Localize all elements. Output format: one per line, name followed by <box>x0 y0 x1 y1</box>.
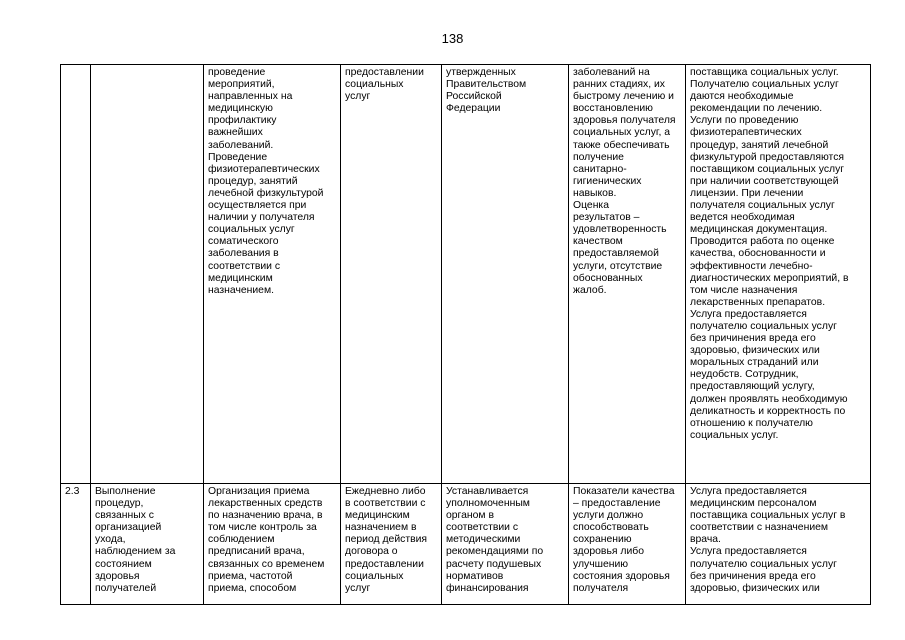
service-conditions-cell: Услуга предоставляется медицинским персоналом поставщика социальных услуг в соответствии с назначением врача. Услуга предоставляется получателю социальных услуг без причинения вреда его здоровью, физических или <box>686 484 871 605</box>
row-number-cell <box>61 65 91 484</box>
service-name-cell: Выполнение процедур, связанных с организацией ухода, наблюдением за состоянием здоровья получателей <box>91 484 204 605</box>
row-number-cell: 2.3 <box>61 484 91 605</box>
service-name-cell <box>91 65 204 484</box>
service-term-cell: предоставлении социальных услуг <box>341 65 442 484</box>
table-row <box>61 65 871 484</box>
service-quality-cell: заболеваний на ранних стадиях, их быстрому лечению и восстановлению здоровья получателя социальных услуг, а также обеспечивать получение санитарно- гигиенических навыков. Оценка результатов – удовлетворенность качеством предоставляемой услуги, отсутствие обоснованных жалоб. <box>569 65 686 484</box>
service-description-cell: Организация приема лекарственных средств по назначению врача, в том числе контроль за соблюдением предписаний врача, связанных со временем приема, частотой приема, способом <box>204 484 341 605</box>
service-description-cell: проведение мероприятий, направленных на медицинскую профилактику важнейших заболеваний. Проведение физиотерапевтических процедур, занятий лечебной физкультурой осуществляется при наличии у получателя социальных услуг соматического заболевания в соответствии с медицинским назначением. <box>204 65 341 484</box>
service-norm-cell: утвержденных Правительством Российской Федерации <box>442 65 569 484</box>
service-quality-cell: Показатели качества – предоставление услуги должно способствовать сохранению здоровья либо улучшению состояния здоровья получателя <box>569 484 686 605</box>
page-number: 138 <box>441 31 464 46</box>
service-term-cell: Ежедневно либо в соответствии с медицинским назначением в период действия договора о предоставлении социальных услуг <box>341 484 442 605</box>
service-norm-cell: Устанавливается уполномоченным органом в соответствии с методическими рекомендациями по расчету подушевых нормативов финансирования <box>442 484 569 605</box>
table-row <box>61 484 871 605</box>
services-table <box>60 64 871 605</box>
service-conditions-cell: поставщика социальных услуг. Получателю социальных услуг даются необходимые рекомендации по лечению. Услуги по проведению физиотерапевтических процедур, занятий лечебной физкультурой предоставляются поставщиком социальных услуг при наличии соответствующей лицензии. При лечении получателя социальных услуг ведется необходимая медицинская документация. Проводится работа по оценке качества, обоснованности и эффективности лечебно- диагностических мероприятий, в том числе назначения лекарственных препаратов. Услуга предоставляется получателю социальных услуг без причинения вреда его здоровью, физических или моральных страданий или неудобств. Сотрудник, предоставляющий услугу, должен проявлять необходимую деликатность и корректность по отношению к получателю социальных услуг. <box>686 65 871 484</box>
